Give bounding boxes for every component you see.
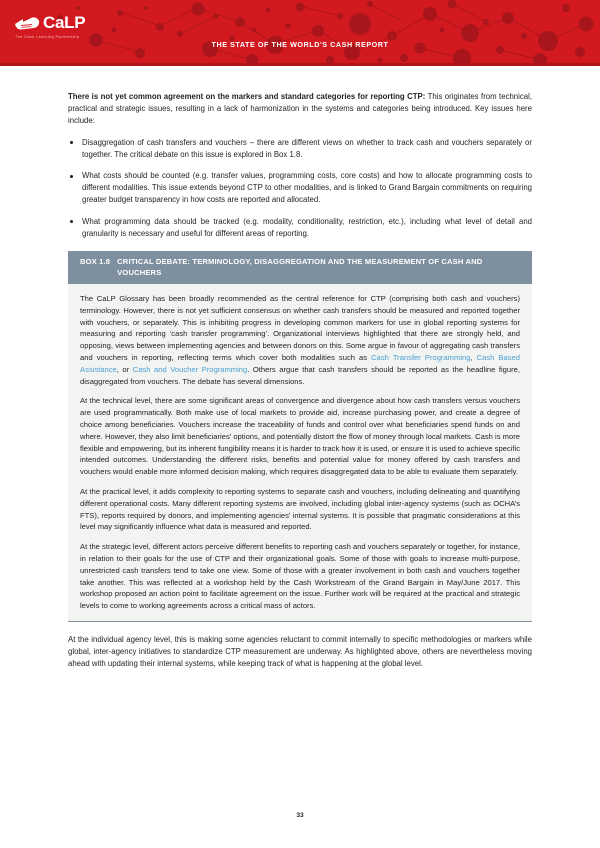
callout-label: BOX 1.8 bbox=[80, 257, 111, 267]
closing-paragraph: At the individual agency level, this is making some agencies reluctant to commit internally to specific methodologies or markers while global, inter-agency initiatives to standardize CTP measurement are underway. As highlighted above, others are nevertheless moving ahead with updating their internal systems, while keeping track of what is happening at the global level. bbox=[68, 634, 532, 669]
callout-box bbox=[68, 251, 532, 622]
link-cash-and-voucher-programming[interactable]: Cash and Voucher Programming bbox=[132, 364, 248, 374]
page-header-banner bbox=[0, 0, 600, 66]
callout-p1-sep1: , bbox=[470, 353, 477, 363]
link-cash-transfer-programming[interactable]: Cash Transfer Programming bbox=[371, 353, 471, 363]
link-cash-based-assistance[interactable]: Cash Based Assistance bbox=[80, 353, 520, 374]
callout-title: CRITICAL DEBATE: TERMINOLOGY, DISAGGREGATION AND THE MEASUREMENT OF CASH AND VOUCHERS bbox=[117, 257, 483, 277]
calp-logo bbox=[14, 14, 85, 39]
list-item: What costs should be counted (e.g. transfer values, programming costs, core costs) and how to allocate programming costs to different modalities. This issue extends beyond CTP to other modalities, and is linked to Grand Bargain commitments on requiring greater budget transparency in how costs are reported and allocated. bbox=[68, 170, 532, 207]
callout-paragraph-1 bbox=[80, 293, 520, 387]
callout-p1-sep2: , or bbox=[116, 364, 133, 374]
callout-paragraph-2: At the technical level, there are some significant areas of convergence and divergence about how cash transfers versus vouchers are used programmatically. Both make use of local markets to provide aid, increase purchasing power, and create a degree of choice among beneficiaries. Vouchers increase the traceability of funds and control over what beneficiaries spend funds on and where. However, they also limit beneficiaries’ options, and potentially distort the flow of money through local markets. Cash is more flexible and empowering, but its inherent fungibility means it is harder to track how it is used, or ensure it is used to achieve specific intended outcomes. Understanding the different risks, benefits and potential value for money offered by cash transfers and vouchers would enable more informed decision making, which requires disaggregated data to be able to evaluate them separately. bbox=[80, 396, 520, 477]
logo-tagline: The Cash Learning Partnership bbox=[15, 34, 80, 39]
intro-section bbox=[68, 91, 532, 240]
page-number: 33 bbox=[296, 812, 304, 819]
page-content bbox=[0, 91, 600, 671]
logo-wordmark: CaLP bbox=[43, 13, 86, 32]
banner-divider bbox=[0, 63, 600, 66]
hand-mark-icon bbox=[14, 15, 40, 31]
callout-body bbox=[68, 284, 532, 622]
intro-lead-rest: This originates from technical, practical and strategic issues, resulting in a lack of harmonization in the systems and categories being introduced. Key issues here include: bbox=[68, 92, 533, 126]
callout-paragraph-3: At the practical level, it adds complexity to reporting systems to separate cash and vouchers, including delineating and quantifying different operational costs. Many different reporting systems are involved, including global inter-agency systems (such as OCHA’s FTS), reports required by donors, and implementing agencies’ internal systems. It is possible that pragmatic considerations at this level may significantly influence what data is measured and reported. bbox=[80, 486, 520, 532]
intro-lead-bold: There is not yet common agreement on the markers and standard categories for reporting CTP: bbox=[68, 92, 426, 101]
molecular-network-pattern-icon bbox=[0, 0, 600, 66]
key-issues-list bbox=[68, 137, 532, 240]
intro-paragraph bbox=[68, 91, 532, 128]
list-item: Disaggregation of cash transfers and vouchers – there are different views on whether to track cash and vouchers separately or together. The critical debate on this issue is explored in Box 1.8. bbox=[68, 137, 532, 161]
closing-section bbox=[68, 634, 532, 671]
callout-paragraph-4: At the strategic level, different actors perceive different benefits to reporting cash and vouchers separately or together, for instance, in relation to their goals for the use of CTP and their organizational goals. Some of those with goals to increase multi-purpose, unrestricted cash transfers tend to take one view. Some of those with a greater involvement in both cash and vouchers together take another. This was reflected at a workshop held by the Cash Workstream of the Grand Bargain in May/June 2017. This workshop proposed an action point to facilitate agreement on the issue. Further work will be required at the practical and strategic levels to come to working agreements across a critical mass of actors. bbox=[80, 542, 520, 611]
report-title: THE STATE OF THE WORLD'S CASH REPORT bbox=[211, 40, 389, 49]
list-item: What programming data should be tracked (e.g. modality, conditionality, restriction, etc.), including what level of detail and granularity is necessary and useful for different areas of reporting. bbox=[68, 216, 532, 240]
callout-header bbox=[68, 251, 532, 284]
callout-p1-part1: The CaLP Glossary has been broadly recommended as the central reference for CTP (comprising both cash and vouchers) terminology. However, there is not yet sufficient consensus on whether cash transfers should be measured and reported together with vouchers, or separately. This is inhibiting progress in developing common markers for use in global reporting systems for measuring and reporting ‘cash transfer programming’. Organizational interviews highlighted that there are strongly held, and opposing, views between implementing agencies and between donors on this. Some argue in favour of aggregating cash transfers and vouchers in reporting, reflecting terms which cover both modalities such as bbox=[80, 294, 520, 363]
callout-p1-part2: . Others argue that cash transfers should be reported as the headline figure, disaggregated from vouchers. The debate has several dimensions. bbox=[80, 364, 520, 386]
